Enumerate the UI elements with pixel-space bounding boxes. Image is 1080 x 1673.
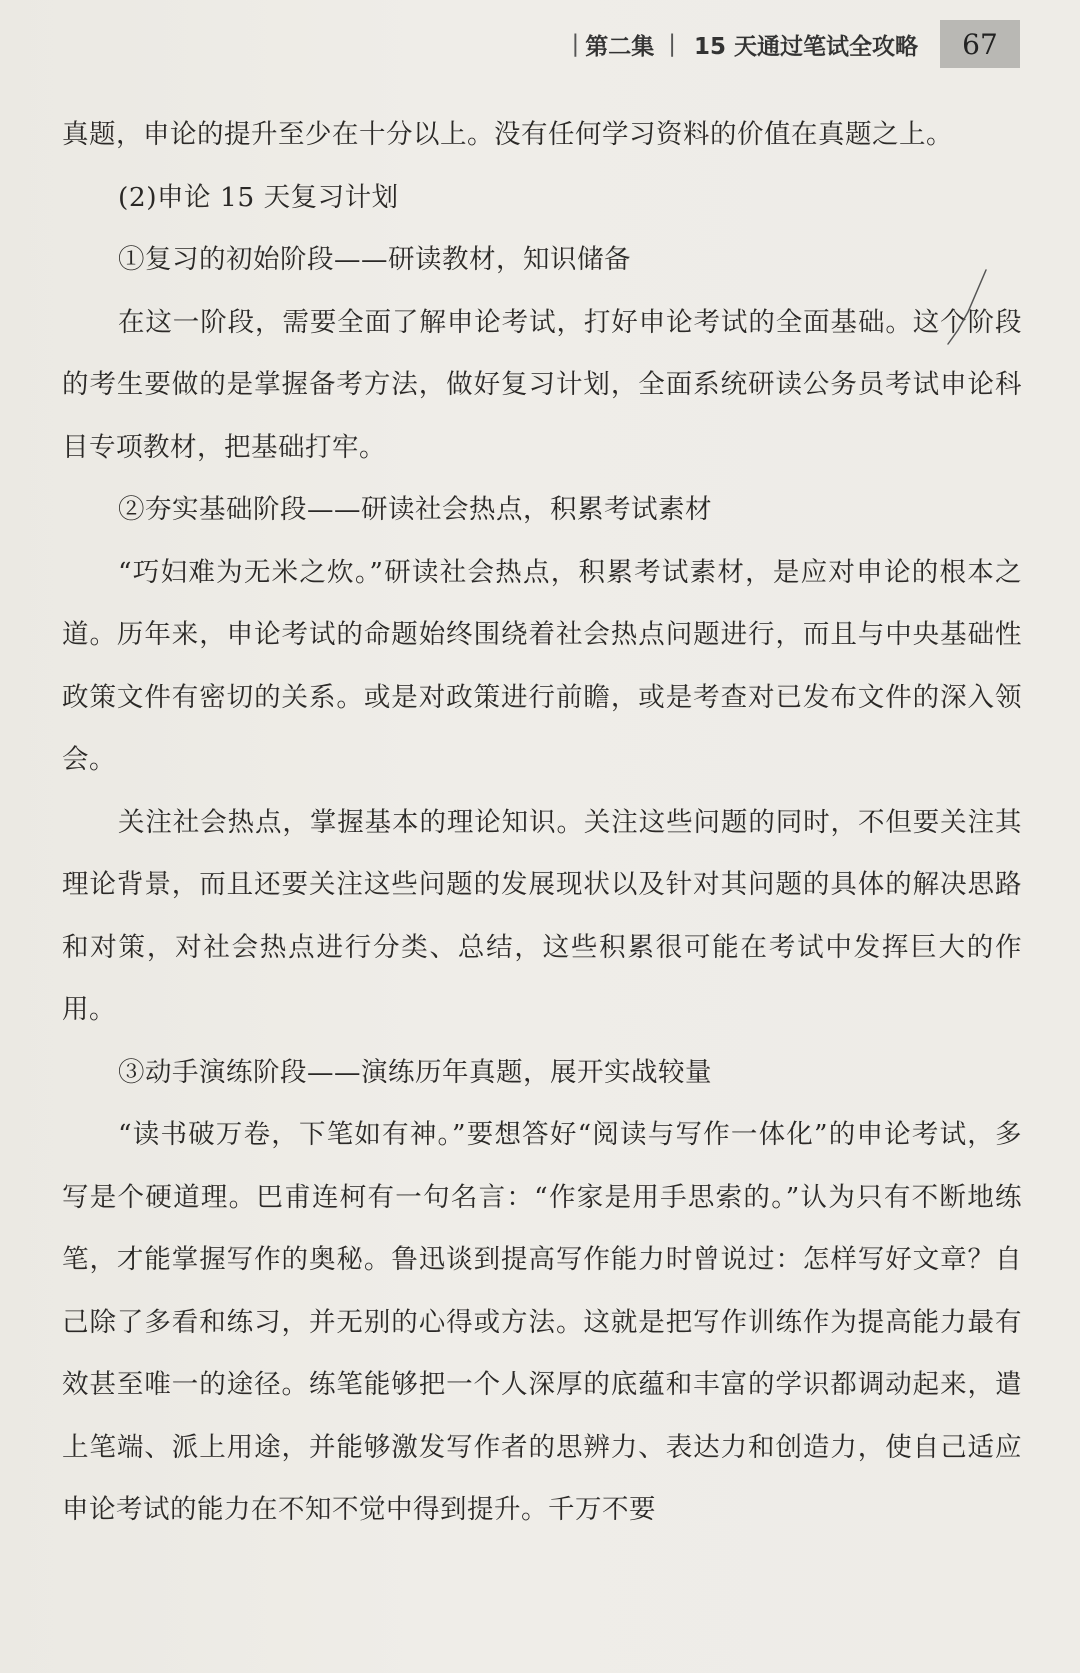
- stage-heading-3: ③动手演练阶段——演练历年真题，展开实战较量: [118, 1056, 712, 1088]
- stage-heading-1: ①复习的初始阶段——研读教材，知识储备: [118, 244, 631, 275]
- paragraph: “读书破万卷，下笔如有神。”要想答好“阅读与写作一体化”的申论考试，多写是个硬道理。巴甫连柯有一句名言：“作家是用手思索的。”认为只有不断地练笔，才能掌握写作的奥秘。鲁迅谈到提高写作能力时曾说过：怎样写好文章？自己除了多看和练习，并无别的心得或方法。这就是把写作训练作为提高能力最有效甚至唯一的途径。练笔能够把一个人深厚的底蕴和丰富的学识都调动起来，遣上笔端、派上用途，并能够激发写作者的思辨力、表达力和创造力，使自己适应申论考试的能力在不知不觉中得到提升。千万不要: [62, 1119, 1022, 1525]
- paragraph: “巧妇难为无米之炊。”研读社会热点，积累考试素材，是应对申论的根本之道。历年来，申论考试的命题始终围绕着社会热点问题进行，而且与中央基础性政策文件有密切的关系。或是对政策进行前瞻，或是考查对已发布文件的深入领会。: [62, 556, 1022, 775]
- paragraph-continuation: 真题，申论的提升至少在十分以上。没有任何学习资料的价值在真题之上。: [62, 119, 953, 150]
- pencil-mark: [928, 268, 988, 348]
- body-text: [62, 104, 1022, 1542]
- header-separator-left: |: [571, 31, 580, 57]
- running-header: [565, 18, 1020, 70]
- header-separator-right: |: [668, 31, 676, 57]
- book-title: 15 天通过笔试全攻略: [693, 33, 918, 60]
- paragraph: 关注社会热点，掌握基本的理论知识。关注这些问题的同时，不但要关注其理论背景，而且还要关注这些问题的发展现状以及针对其问题的具体的解决思路和对策，对社会热点进行分类、总结，这些积累很可能在考试中发挥巨大的作用。: [62, 806, 1022, 1025]
- paragraph: 在这一阶段，需要全面了解申论考试，打好申论考试的全面基础。这个阶段的考生要做的是掌握备考方法，做好复习计划，全面系统研读公务员考试申论科目专项教材，把基础打牢。: [62, 306, 1022, 463]
- stage-heading-2: ②夯实基础阶段——研读社会热点，积累考试素材: [118, 494, 712, 525]
- series-label: 第二集: [585, 33, 655, 60]
- page-number: 67: [940, 20, 1020, 68]
- section-heading: (2)申论 15 天复习计划: [118, 181, 399, 213]
